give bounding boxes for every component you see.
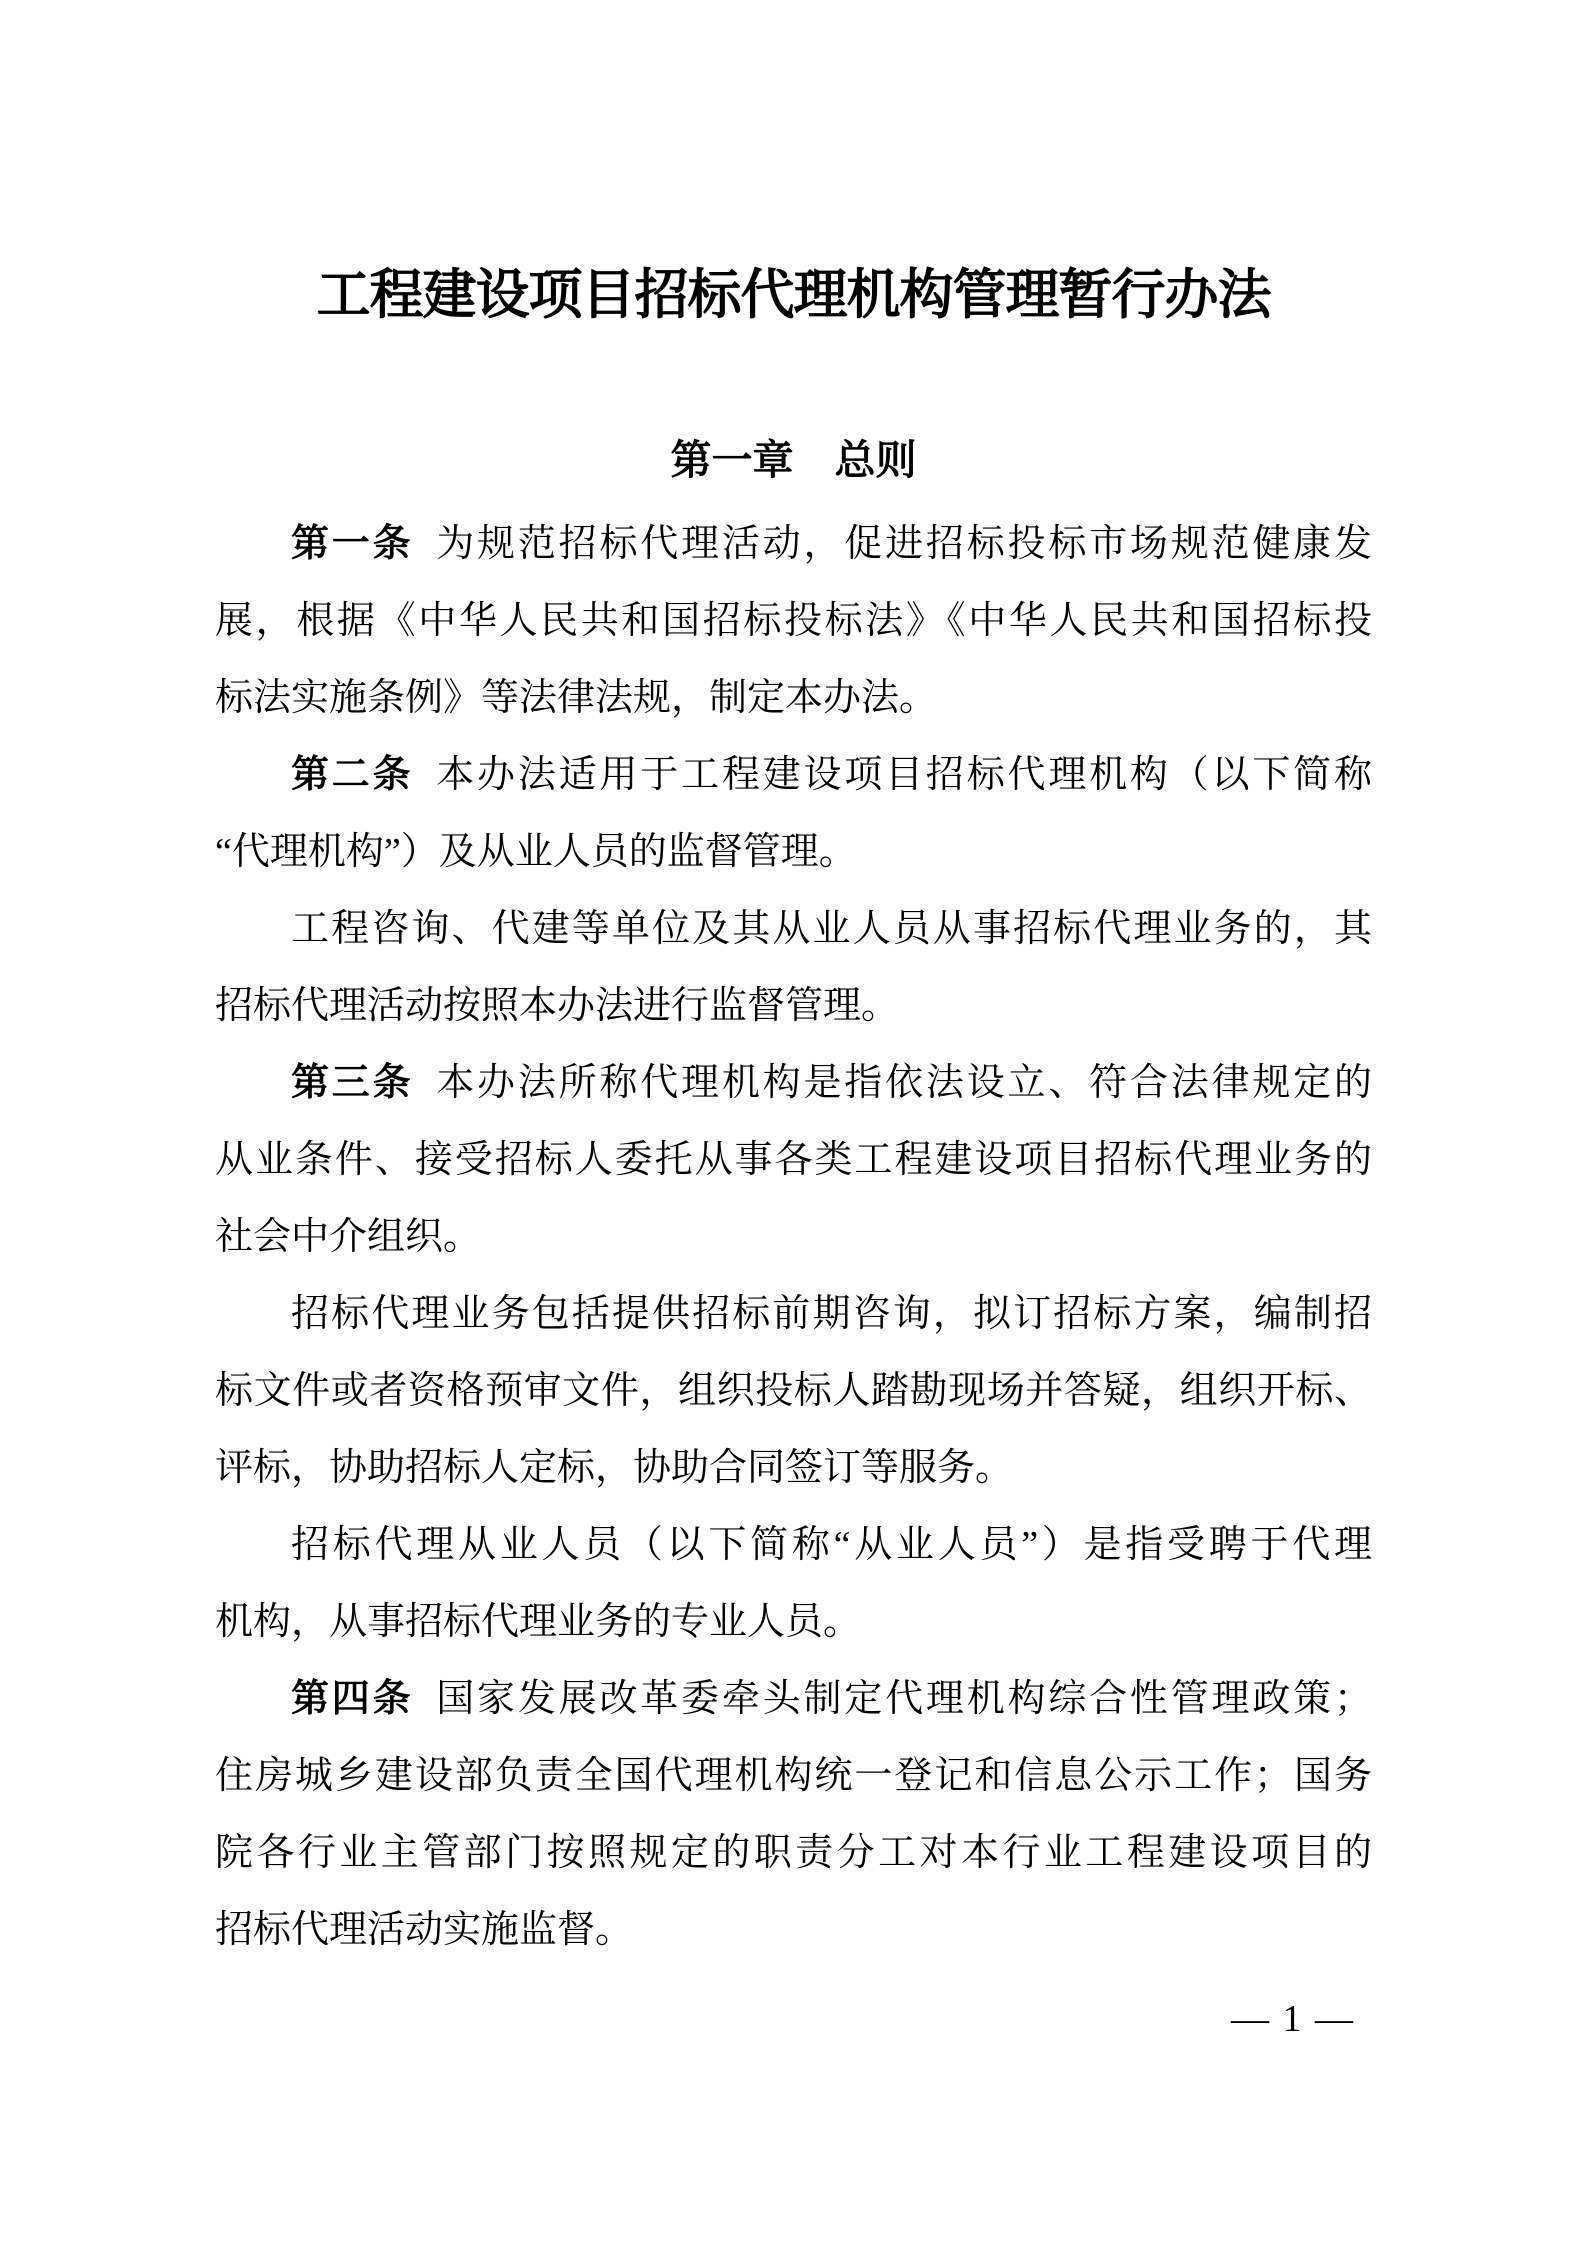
body-line [215,1199,1372,1276]
body-line [215,1276,1372,1353]
body-line [215,1045,1372,1122]
line-text: 机构，从事招标代理业务的专业人员。 [215,1601,862,1643]
line-text: 工程咨询、代建等单位及其从业人员从事招标代理业务的，其 [291,908,1372,950]
body-line [215,1122,1372,1199]
line-text: 招标代理从业人员（以下简称“从业人员”）是指受聘于代理 [291,1524,1372,1566]
body-line [215,1584,1372,1661]
body-line [215,583,1372,660]
line-text: 从业条件、接受招标人委托从事各类工程建设项目招标代理业务的 [215,1139,1372,1181]
line-text: 为规范招标代理活动，促进招标投标市场规范健康发 [436,523,1372,565]
line-text: 社会中介组织。 [215,1216,482,1258]
body-line [215,814,1372,891]
body-line [215,1815,1372,1892]
line-text: 标文件或者资格预审文件，组织投标人踏勘现场并答疑，组织开标、 [215,1370,1372,1412]
article-number: 第二条 [291,754,414,796]
line-text: 本办法适用于工程建设项目招标代理机构（以下简称 [436,754,1372,796]
body-line [215,660,1372,737]
line-text: 标法实施条例》等法律法规，制定本办法。 [215,677,938,719]
line-text: 国家发展改革委牵头制定代理机构综合性管理政策； [436,1678,1372,1720]
body-line [215,968,1372,1045]
document-body [0,506,1587,1969]
line-text: 招标代理活动按照本办法进行监督管理。 [215,985,900,1027]
body-line [215,506,1372,583]
page-number: — 1 — [1231,1998,1355,2040]
article-number: 第三条 [291,1062,414,1104]
line-text: 招标代理活动实施监督。 [215,1909,634,1951]
article-number: 第四条 [291,1678,414,1720]
body-line [215,1892,1372,1969]
line-text: 本办法所称代理机构是指依法设立、符合法律规定的 [436,1062,1372,1104]
line-text: 评标，协助招标人定标，协助合同签订等服务。 [215,1447,1014,1489]
line-text: 住房城乡建设部负责全国代理机构统一登记和信息公示工作；国务 [215,1755,1372,1797]
body-line [215,1353,1372,1430]
body-line [215,1738,1372,1815]
line-text: “代理机构”）及从业人员的监督管理。 [215,831,857,873]
body-line [215,737,1372,814]
body-line [215,891,1372,968]
body-line [215,1430,1372,1507]
line-text: 院各行业主管部门按照规定的职责分工对本行业工程建设项目的 [215,1832,1372,1874]
body-line [215,1661,1372,1738]
article-number: 第一条 [291,523,414,565]
line-text: 展，根据《中华人民共和国招标投标法》《中华人民共和国招标投 [215,600,1372,642]
line-text: 招标代理业务包括提供招标前期咨询，拟订招标方案，编制招 [291,1293,1372,1335]
document-title: 工程建设项目招标代理机构管理暂行办法 [316,265,1271,325]
chapter-heading: 第一章 总则 [670,437,917,483]
body-line [215,1507,1372,1584]
